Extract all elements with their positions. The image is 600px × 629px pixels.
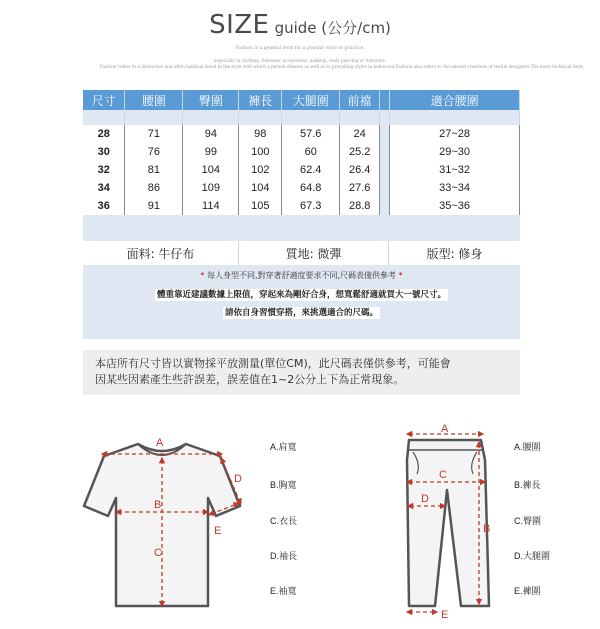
cell-fit-waist: 27~28 xyxy=(390,125,520,143)
cell-size: 30 xyxy=(83,143,125,161)
mark-e: E xyxy=(441,609,449,620)
pants-legend-waist: A.腰圍 xyxy=(514,442,541,452)
header-hip: 臀圍 xyxy=(183,90,239,110)
cell-gap xyxy=(380,179,390,197)
cell-gap xyxy=(380,197,390,215)
header-fit-waist: 適合腰圍 xyxy=(390,90,520,110)
table-row xyxy=(83,125,520,143)
header-gap xyxy=(380,90,390,110)
table-row xyxy=(83,197,520,215)
cell-front-rise: 26.4 xyxy=(340,161,380,179)
header-front-rise: 前襠 xyxy=(340,90,380,110)
mark-b: B xyxy=(483,523,491,535)
cell-length: 104 xyxy=(239,179,282,197)
measurement-disclaimer xyxy=(83,350,520,395)
title-sub: guide (公分/cm) xyxy=(274,19,391,37)
cell-gap xyxy=(380,125,390,143)
cell-waist: 81 xyxy=(125,161,183,179)
cell-fit-waist: 29~30 xyxy=(390,143,520,161)
cell-hip: 109 xyxy=(183,179,239,197)
mark-a: A xyxy=(441,423,449,435)
cell-hip: 94 xyxy=(183,125,239,143)
header-waist: 腰圍 xyxy=(125,90,183,110)
note-choose-text: 請依自身習慣穿搭，來挑選適合的尺碼。 xyxy=(224,308,378,318)
disclaimer-line-1: 本店所有尺寸皆以實物採平放測量(單位CM)，此尺碼表僅供參考，可能會 xyxy=(95,357,451,370)
mark-b: B xyxy=(154,499,162,511)
cell-thigh: 57.6 xyxy=(282,125,340,143)
cell-front-rise: 28.8 xyxy=(340,197,380,215)
fabric-texture: 質地: 微彈 xyxy=(239,241,389,265)
shirt-legend-chest: B.胸寬 xyxy=(270,480,297,490)
tshirt-diagram xyxy=(80,430,250,620)
header-size: 尺寸 xyxy=(83,90,125,110)
mark-c: C xyxy=(439,469,447,481)
cell-fit-waist: 33~34 xyxy=(390,179,520,197)
mark-d: D xyxy=(234,473,242,485)
fine-print-2: especially in clothing, footwear, accessories, makeup, body piercing or furniture. xyxy=(213,58,387,63)
pants-legend-leg-opening: E.褲圍 xyxy=(514,586,541,596)
header-length: 褲長 xyxy=(239,90,282,110)
cell-length: 100 xyxy=(239,143,282,161)
size-guide-title xyxy=(0,10,600,40)
pants-diagram xyxy=(395,420,505,620)
shirt-legend-length: C.衣長 xyxy=(270,516,298,526)
cell-fit-waist: 31~32 xyxy=(390,161,520,179)
size-chart-panel xyxy=(83,90,520,339)
cell-waist: 86 xyxy=(125,179,183,197)
star-icon: * xyxy=(398,271,403,280)
cell-waist: 71 xyxy=(125,125,183,143)
cell-size: 32 xyxy=(83,161,125,179)
cell-thigh: 62.4 xyxy=(282,161,340,179)
cell-thigh: 60 xyxy=(282,143,340,161)
pants-legend-length: B.褲長 xyxy=(514,480,541,490)
cell-gap xyxy=(380,161,390,179)
table-row xyxy=(83,161,520,179)
cell-waist: 91 xyxy=(125,197,183,215)
title-main: SIZE xyxy=(209,10,270,40)
table-row xyxy=(83,179,520,197)
pants-outline xyxy=(407,440,489,606)
cell-front-rise: 24 xyxy=(340,125,380,143)
mark-c: C xyxy=(154,547,162,559)
size-table xyxy=(83,90,520,215)
fabric-material: 面料: 牛仔布 xyxy=(83,241,239,265)
cell-size: 28 xyxy=(83,125,125,143)
mark-d: D xyxy=(421,493,429,505)
cell-length: 102 xyxy=(239,161,282,179)
fine-print-1: Fashion is a general term for a popular style or practice, xyxy=(235,46,365,51)
disclaimer-line-2: 因某些因素產生些許誤差，誤差值在1~2公分上下為正常現象。 xyxy=(95,373,405,386)
cell-thigh: 67.3 xyxy=(282,197,340,215)
table-header-row xyxy=(83,90,520,110)
cell-fit-waist: 35~36 xyxy=(390,197,520,215)
pants-legend-thigh: D.大腿圍 xyxy=(514,551,551,561)
fabric-info-row xyxy=(83,241,520,265)
cell-length: 105 xyxy=(239,197,282,215)
shirt-legend-sleeve-length: D.袖長 xyxy=(270,551,298,561)
cell-size: 34 xyxy=(83,179,125,197)
pants-legend-hip: C.臀圍 xyxy=(514,516,542,526)
mark-a: A xyxy=(156,437,164,449)
cell-gap xyxy=(380,143,390,161)
note-weight xyxy=(83,288,520,300)
table-spacer-row xyxy=(83,110,520,125)
cell-waist: 76 xyxy=(125,143,183,161)
cell-hip: 99 xyxy=(183,143,239,161)
cell-front-rise: 27.6 xyxy=(340,179,380,197)
cell-size: 36 xyxy=(83,197,125,215)
note-reference-text: 每人身型不同,對穿著舒適度要求不同,尺碼表僅供參考 xyxy=(206,271,397,280)
shirt-legend-sleeve-width: E.袖寬 xyxy=(270,586,297,596)
note-reference xyxy=(83,270,520,281)
note-weight-text: 體重靠近建議數據上限值，穿起來為剛好合身，想寬鬆舒適就買大一號尺寸。 xyxy=(156,290,446,300)
cell-length: 98 xyxy=(239,125,282,143)
star-icon: * xyxy=(200,271,205,280)
fine-print-3: Fashion refers to a distinctive and often habitual trend in the style with which a person dresses as well as to prevailing styles in behaviour.Fashion also refers to the newest creations of textile designers.The more technical term xyxy=(100,64,584,69)
cell-hip: 114 xyxy=(183,197,239,215)
note-choose xyxy=(83,306,520,318)
mark-e: E xyxy=(214,525,222,537)
cell-hip: 104 xyxy=(183,161,239,179)
cell-front-rise: 25.2 xyxy=(340,143,380,161)
cell-thigh: 64.8 xyxy=(282,179,340,197)
shirt-legend-shoulder: A.肩寬 xyxy=(270,442,297,452)
header-thigh: 大腿圍 xyxy=(282,90,340,110)
fabric-fit: 版型: 修身 xyxy=(426,246,483,261)
table-row xyxy=(83,143,520,161)
